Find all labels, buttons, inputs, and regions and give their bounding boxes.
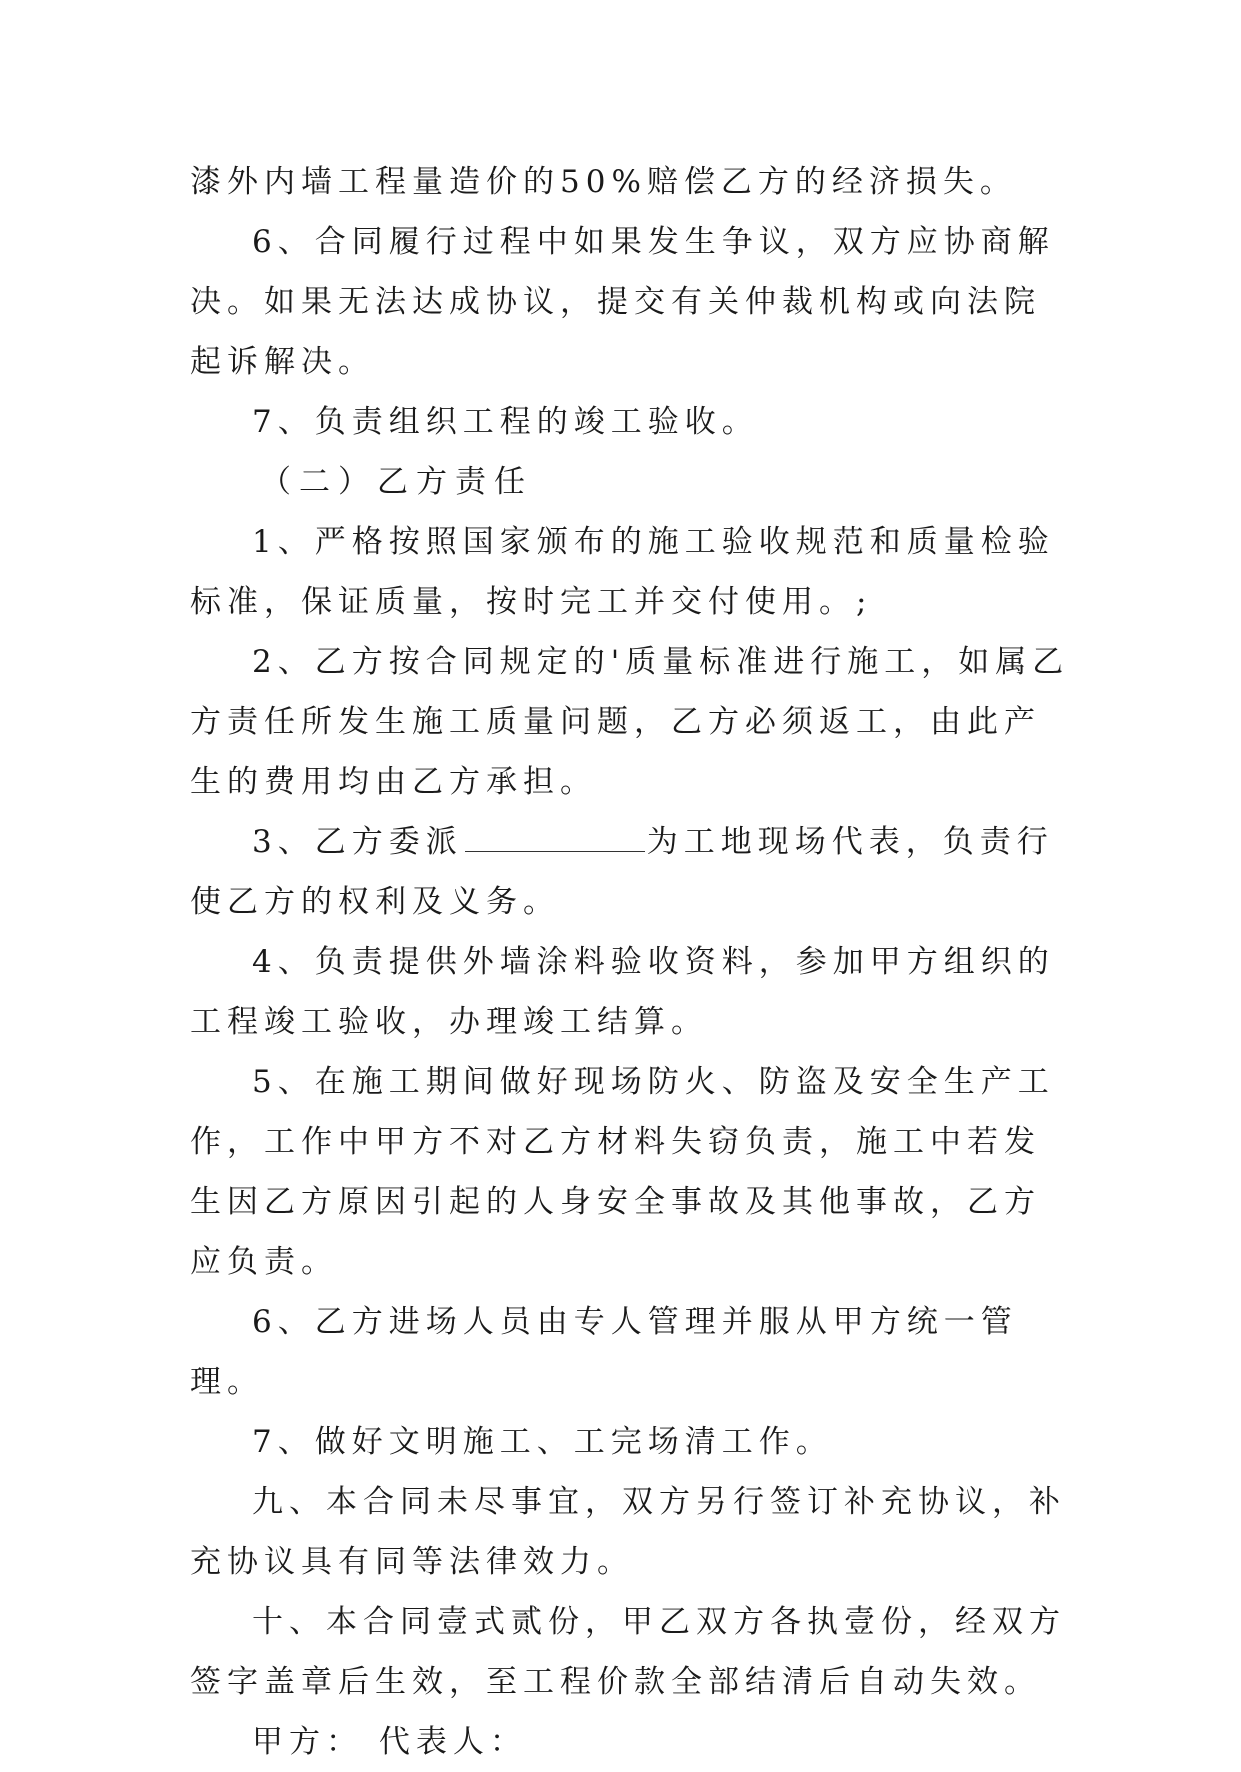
paragraph-supplementary-agreement: 九、本合同未尽事宜，双方另行签订补充协议，补充协议具有同等法律效力。 [190,1484,1066,1580]
paragraph-civilized-construction: 7、做好文明施工、工完场清工作。 [252,1424,833,1460]
paragraph-personnel-management: 6、乙方进场人员由专人管理并服从甲方统一管理。 [190,1304,1018,1400]
paragraph-rework-cost: 2、乙方按合同规定的'质量标准进行施工，如属乙方责任所发生施工质量问题，乙方必须返工，由此产生的费用均由乙方承担。 [190,644,1070,800]
signature-line-party-a: 甲方： 代表人： [252,1724,527,1760]
representative-text-before: 3、乙方委派 [252,824,463,860]
paragraph-acceptance-materials: 4、负责提供外墙涂料验收资料，参加甲方组织的工程竣工验收，办理竣工结算。 [190,944,1055,1040]
paragraph-compensation-clause: 漆外内墙工程量造价的50%赔偿乙方的经济损失。 [190,164,1017,200]
section-heading-party-b-responsibility: （二）乙方责任 [260,464,533,500]
paragraph-quality-standards: 1、严格按照国家颁布的施工验收规范和质量检验标准，保证质量，按时完工并交付使用。; [190,524,1055,620]
representative-text-after: 为工地现场代表，负责行使乙方的权利及义务。 [190,824,1054,920]
paragraph-site-representative [190,812,1070,932]
paragraph-contract-copies: 十、本合同壹式贰份，甲乙双方各执壹份，经双方签字盖章后生效，至工程价款全部结清后自动失效。 [190,1604,1066,1700]
document-body [190,152,1070,1772]
paragraph-completion-acceptance: 7、负责组织工程的竣工验收。 [252,404,759,440]
paragraph-dispute-resolution: 6、合同履行过程中如果发生争议，双方应协商解决。如果无法达成协议，提交有关仲裁机构或向法院起诉解决。 [190,224,1055,380]
representative-blank-line [465,825,645,852]
paragraph-site-safety: 5、在施工期间做好现场防火、防盗及安全生产工作，工作中甲方不对乙方材料失窃负责，施工中若发生因乙方原因引起的人身安全事故及其他事故，乙方应负责。 [190,1064,1055,1280]
